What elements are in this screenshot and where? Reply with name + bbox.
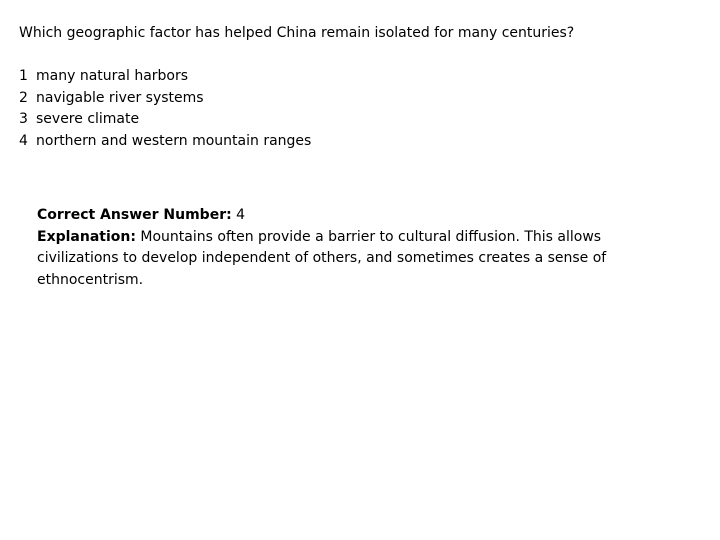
choice-text: many natural harbors: [36, 68, 189, 84]
choice-item: [19, 131, 311, 153]
correct-answer-label: Correct Answer Number:: [37, 207, 232, 223]
answer-explanation-block: [37, 205, 647, 291]
question-text: Which geographic factor has helped China remain isolated for many centuries?: [19, 25, 575, 41]
choice-text: severe climate: [36, 111, 140, 127]
explanation-paragraph: [37, 227, 647, 292]
choice-number: 2: [19, 89, 28, 106]
choice-text: navigable river systems: [36, 89, 204, 106]
choice-item: [19, 66, 311, 88]
explanation-text: Mountains often provide a barrier to cultural diffusion. This allows civilizations to develop independent of others, and sometimes creates a sense of ethnocentrism.: [37, 228, 607, 288]
correct-answer-value: 4: [236, 207, 246, 223]
answer-choices-list: [19, 66, 311, 152]
correct-answer-line: [37, 205, 647, 227]
choice-number: 3: [19, 111, 28, 127]
choice-item: [19, 88, 311, 110]
choice-text: northern and western mountain ranges: [36, 132, 312, 149]
choice-item: [19, 109, 311, 131]
choice-number: 1: [19, 68, 28, 84]
explanation-label: Explanation:: [37, 228, 136, 245]
choice-number: 4: [19, 132, 28, 149]
